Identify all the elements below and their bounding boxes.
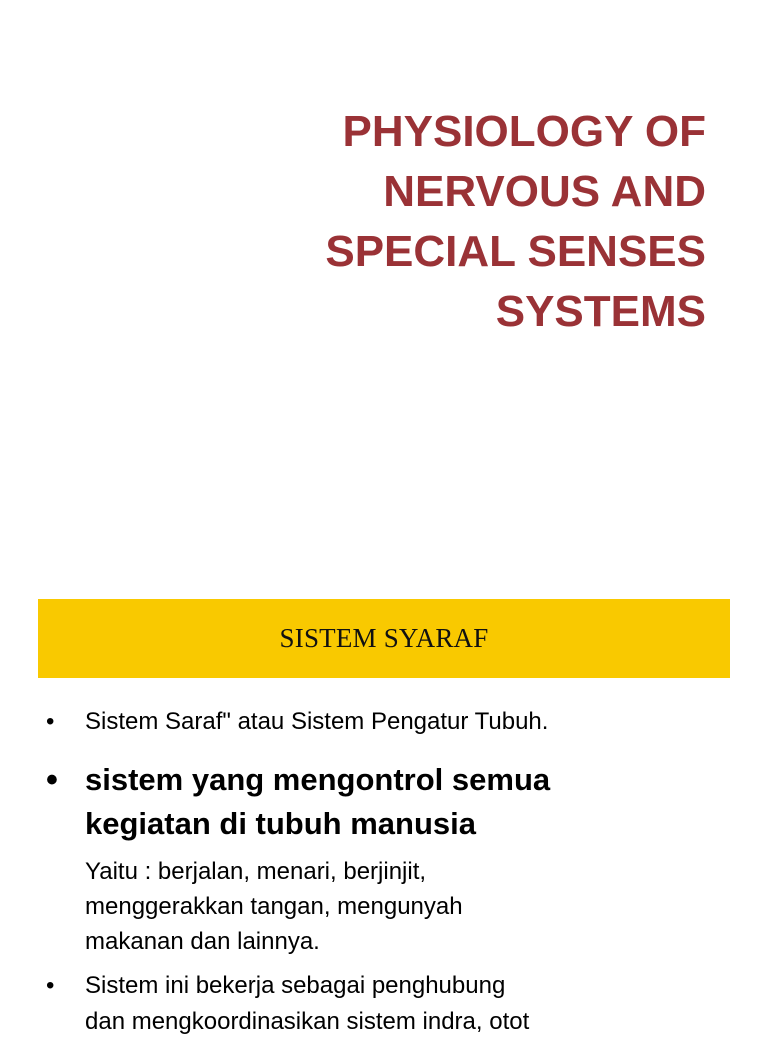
title-line: PHYSIOLOGY OF xyxy=(342,107,706,156)
bullet-line: kegiatan di tubuh manusia xyxy=(85,806,476,841)
bullet-line: sistem yang mengontrol semua xyxy=(85,762,551,797)
bullet-marker: • xyxy=(46,708,55,735)
section-heading: SISTEM SYARAF xyxy=(279,623,489,653)
bullet-text xyxy=(85,968,725,1040)
bullet-text xyxy=(85,704,725,740)
sub-paragraph-line: makanan dan lainnya. xyxy=(85,928,320,955)
sub-paragraph xyxy=(85,854,463,959)
sub-paragraph-line: menggerakkan tangan, mengunyah xyxy=(85,893,463,920)
title-line: NERVOUS AND xyxy=(383,167,706,216)
title-line: SPECIAL SENSES xyxy=(325,227,706,276)
bullet-marker: • xyxy=(46,761,58,799)
sub-paragraph-line: Yaitu : berjalan, menari, berjinjit, xyxy=(85,858,427,885)
bullet-line: Sistem Saraf" atau Sistem Pengatur Tubuh. xyxy=(85,708,549,735)
bullet-line: Sistem ini bekerja sebagai penghubung xyxy=(85,972,506,999)
bullet-text xyxy=(85,758,725,846)
title-line: SYSTEMS xyxy=(495,287,706,336)
bullet-marker: • xyxy=(46,972,55,999)
bullet-line: dan mengkoordinasikan sistem indra, otot xyxy=(85,1008,530,1035)
